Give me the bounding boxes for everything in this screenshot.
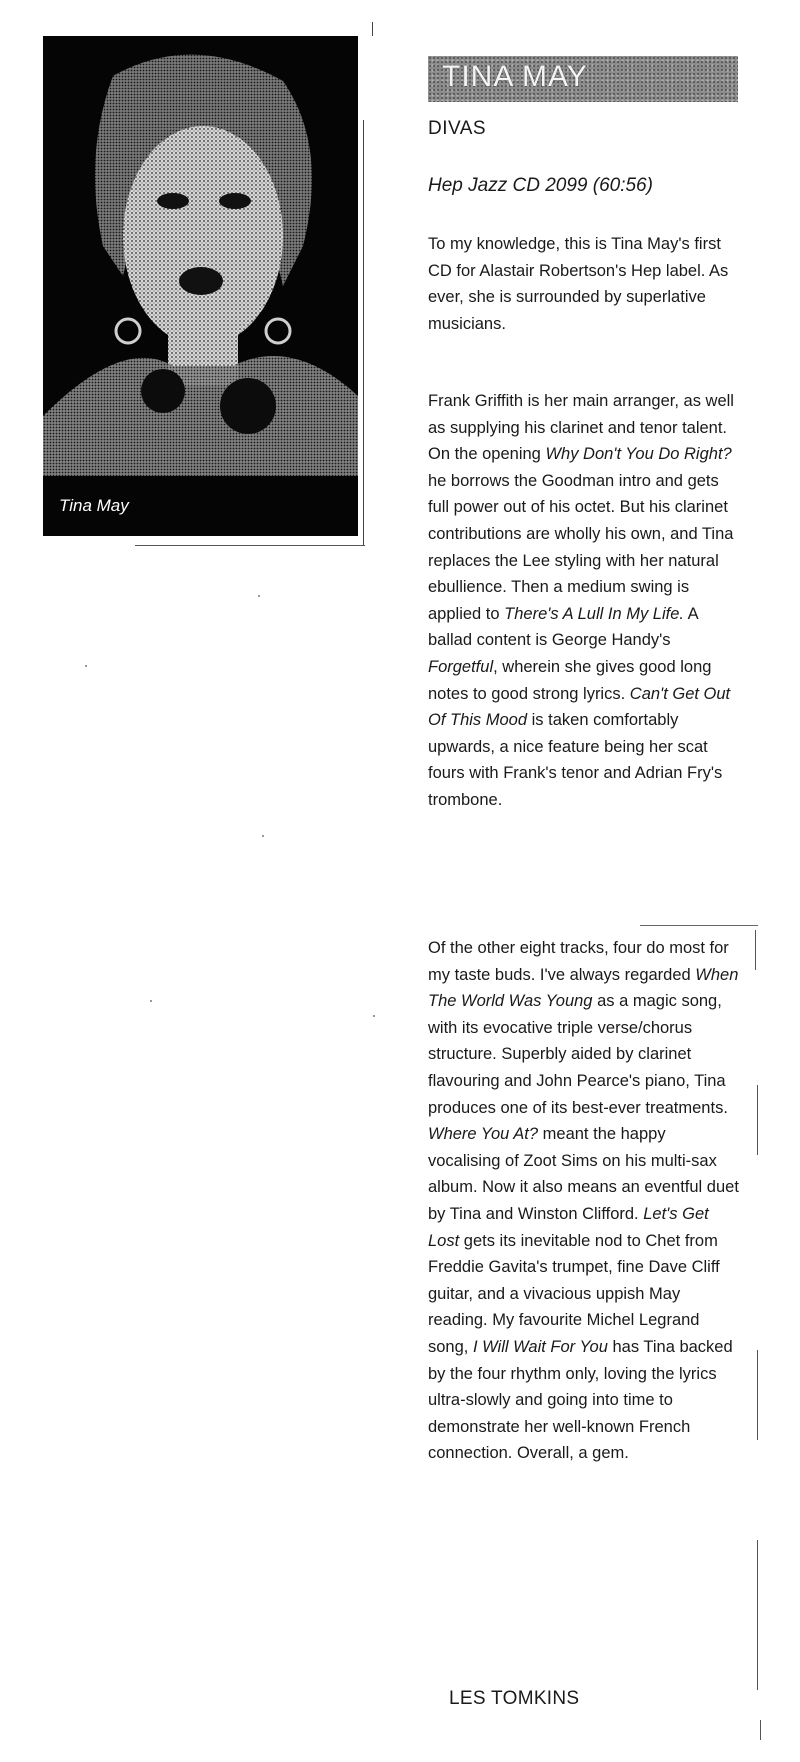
column-divider — [363, 120, 364, 545]
song-title: There's A Lull In My Life. — [504, 604, 684, 623]
scan-speck — [85, 665, 87, 667]
column-tick — [372, 22, 373, 36]
song-title: Where You At? — [428, 1125, 539, 1144]
review-paragraph: Of the other eight tracks, four do most for my taste buds. I've always regarded When The World Was Young as a magic song, with its evocative triple verse/chorus structure. Superbly aided by clarinet flavouring and John Pearce's piano, Tina produces one of its best-ever treatments. Where You At? meant the happy vocalising of Zoot Sims on his multi-sax album. Now it also means an eventful duet by Tina and Winston Clifford. Let's Get Lost gets its inevitable nod to Chet from Freddie Gavita's trumpet, fine Dave Cliff guitar, and a vivacious uppish May reading. My favourite Michel Legrand song, I Will Wait For You has Tina backed by the four rhythm only, loving the lyrics ultra-slowly and going into time to demonstrate her well-known French connection. Overall, a gem. — [428, 939, 739, 1463]
review-paragraph: To my knowledge, this is Tina May's first CD for Alastair Robertson's Hep label. As ever, she is surrounded by superlative musicians. — [428, 235, 729, 333]
song-title: Why Don't You Do Right? — [545, 445, 732, 464]
album-title: DIVAS — [428, 118, 487, 139]
scan-speck — [150, 1000, 152, 1002]
margin-rule — [757, 1350, 758, 1440]
portrait-illustration — [43, 36, 358, 536]
scan-speck — [258, 595, 260, 597]
reviewer-byline: LES TOMKINS — [449, 1688, 580, 1709]
photo-caption: Tina May — [59, 496, 129, 515]
margin-rule — [760, 1720, 761, 1740]
song-title: When The World Was Young — [428, 965, 739, 1011]
margin-rule — [755, 930, 756, 970]
margin-rule — [757, 1540, 758, 1690]
song-title: Let's Get Lost — [428, 1204, 709, 1250]
song-title: Forgetful — [428, 657, 494, 676]
section-rule — [640, 925, 758, 926]
artist-photo — [43, 36, 358, 536]
scan-speck — [373, 1015, 375, 1017]
article-title: TINA MAY — [442, 60, 588, 93]
scan-speck — [262, 835, 264, 837]
photo-rule — [135, 545, 365, 546]
catalog-number: Hep Jazz CD 2099 (60:56) — [428, 175, 653, 196]
song-title: Can't Get Out Of This Mood — [428, 684, 731, 730]
title-band — [428, 56, 738, 102]
song-title: I Will Wait For You — [472, 1337, 608, 1356]
margin-rule — [757, 1085, 758, 1155]
review-paragraph: Frank Griffith is her main arranger, as well as supplying his clarinet and tenor talent. On the opening Why Don't You Do Right? he borrows the Goodman intro and gets full power out of his octet. But his clarinet contributions are wholly his own, and Tina replaces the Lee styling with her natural ebullience. Then a medium swing is applied to There's A Lull In My Life. A ballad content is George Handy's Forgetful, wherein she gives good long notes to good strong lyrics. Can't Get Out Of This Mood is taken comfortably upwards, a nice feature being her scat fours with Frank's tenor and Adrian Fry's trombone. — [428, 392, 734, 809]
